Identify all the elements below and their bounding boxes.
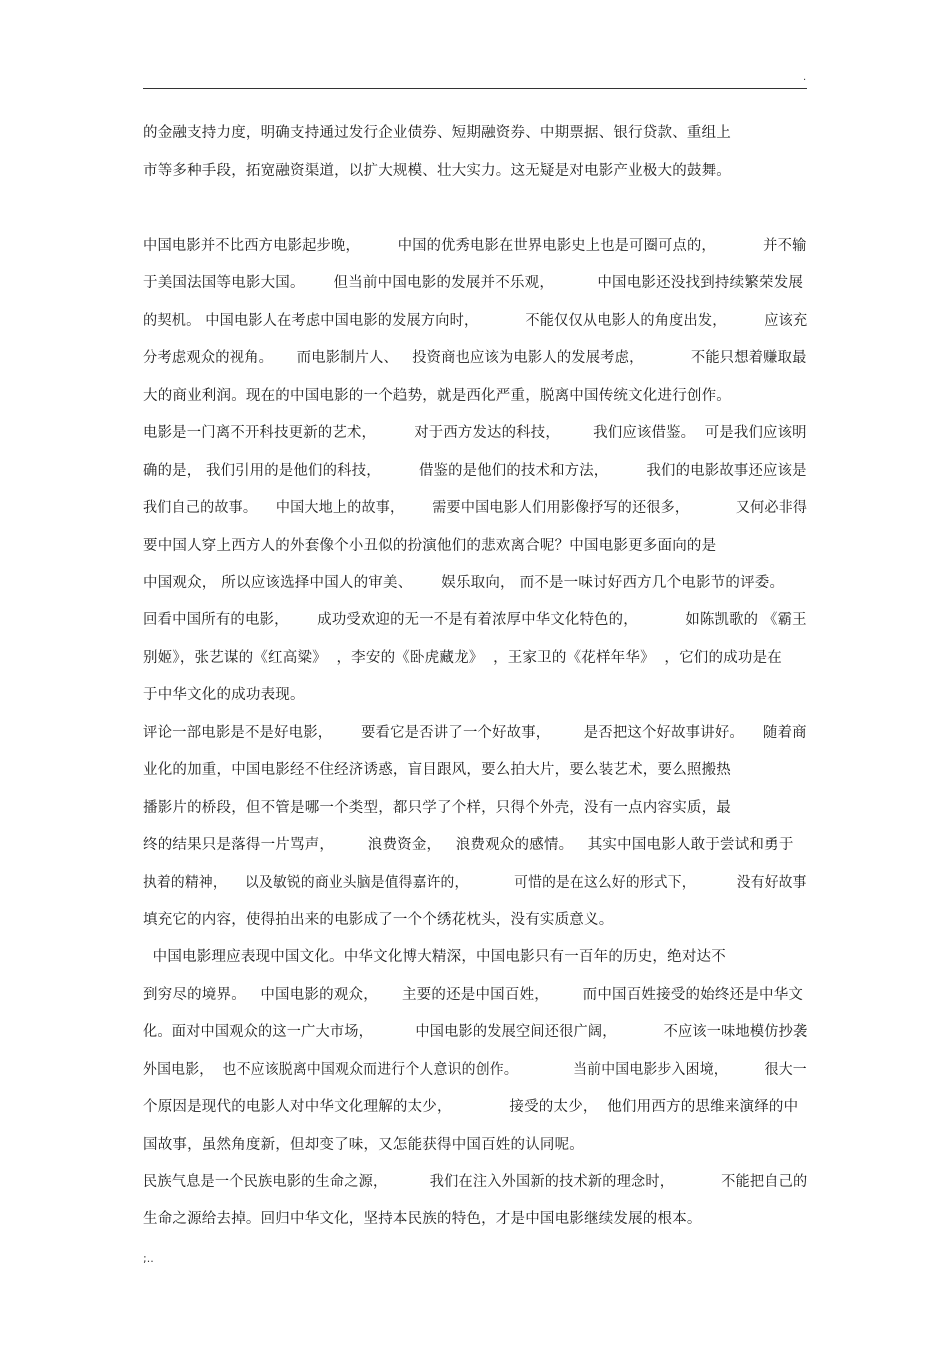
text-line: 中国电影理应表现中国文化。中华文化博大精深，中国电影只有一百年的历史，绝对达不 bbox=[143, 949, 726, 965]
text-line: 大的商业利润。现在的中国电影的一个趋势，就是西化严重，脱离中国传统文化进行创作。 bbox=[143, 388, 731, 404]
text-line: 别姬》，张艺谋的《红高粱》 ，李安的《卧虎藏龙》 ，王家卫的《花样年华》 ，它们的成功是在 bbox=[143, 650, 783, 666]
text-line: 评论一部电影是不是好电影， 要看它是否讲了一个好故事， 是否把这个好故事讲好。 随着商 bbox=[143, 725, 807, 741]
text-line: 的契机。 中国电影人在考虑中国电影的发展方向时， 不能仅仅从电影人的角度出发， 应该充 bbox=[143, 313, 808, 329]
text-line: 的金融支持力度，明确支持通过发行企业债券、短期融资券、中期票据、银行贷款、重组上 bbox=[143, 125, 731, 141]
text-line: 中国电影并不比西方电影起步晚， 中国的优秀电影在世界电影史上也是可圈可点的， 并不输 bbox=[143, 238, 807, 254]
text-line: 分考虑观众的视角。 而电影制片人、 投资商也应该为电影人的发展考虑， 不能只想着赚取最 bbox=[143, 350, 807, 366]
text-line: 于中华文化的成功表现。 bbox=[143, 687, 305, 703]
footer-mark: ;.. bbox=[143, 1252, 154, 1265]
text-line: 民族气息是一个民族电影的生命之源， 我们在注入外国新的技术新的理念时， 不能把自己的 bbox=[143, 1174, 808, 1190]
text-line: 确的是， 我们引用的是他们的科技， 借鉴的是他们的技术和方法， 我们的电影故事还应该是 bbox=[143, 463, 807, 479]
text-line: 执着的精神， 以及敏锐的商业头脑是值得嘉许的， 可惜的是在这么好的形式下， 没有好故事 bbox=[143, 875, 807, 891]
text-line: 终的结果只是落得一片骂声， 浪费资金， 浪费观众的感情。 其实中国电影人敢于尝试和勇于 bbox=[143, 837, 794, 853]
text-line: 要中国人穿上西方人的外套像个小丑似的扮演他们的悲欢离合呢？中国电影更多面向的是 bbox=[143, 538, 717, 554]
text-line: 到穷尽的境界。 中国电影的观众， 主要的还是中国百姓， 而中国百姓接受的始终还是中华文 bbox=[143, 987, 804, 1003]
text-line: 生命之源给去掉。回归中华文化，坚持本民族的特色，才是中国电影继续发展的根本。 bbox=[143, 1211, 702, 1227]
text-line: 业化的加重，中国电影经不住经济诱惑，盲目跟风，要么拍大片，要么装艺术，要么照搬热 bbox=[143, 762, 731, 778]
text-line: 化。面对中国观众的这一广大市场， 中国电影的发展空间还很广阔， 不应该一味地模仿抄袭 bbox=[143, 1024, 808, 1040]
text-line: 市等多种手段，拓宽融资渠道，以扩大规模、壮大实力。这无疑是对电影产业极大的鼓舞。 bbox=[143, 163, 731, 179]
text-line: 外国电影， 也不应该脱离中国观众而进行个人意识的创作。 当前中国电影步入困境， 很大一 bbox=[143, 1062, 807, 1078]
text-line: 国故事，虽然角度新，但却变了味，又怎能获得中国百姓的认同呢。 bbox=[143, 1137, 584, 1153]
text-line: 中国观众， 所以应该选择中国人的审美、 娱乐取向， 而不是一味讨好西方几个电影节的评委。 bbox=[143, 575, 785, 591]
header-rule bbox=[143, 88, 807, 89]
text-line: 我们自己的故事。 中国大地上的故事， 需要中国电影人们用影像抒写的还很多， 又何必非得 bbox=[143, 500, 808, 516]
text-line: 播影片的桥段，但不管是哪一个类型，都只学了个样，只得个外壳，没有一点内容实质，最 bbox=[143, 800, 731, 816]
text-line: 于美国法国等电影大国。 但当前中国电影的发展并不乐观， 中国电影还没找到持续繁荣发展 bbox=[143, 275, 804, 291]
header-mark: . bbox=[803, 72, 807, 83]
text-line: 填充它的内容，使得拍出来的电影成了一个个绣花枕头，没有实质意义。 bbox=[143, 912, 614, 928]
text-line: 回看中国所有的电影， 成功受欢迎的无一不是有着浓厚中华文化特色的， 如陈凯歌的 《霸王 bbox=[143, 612, 807, 628]
text-line: 个原因是现代的电影人对中华文化理解的太少， 接受的太少， 他们用西方的思维来演绎的中 bbox=[143, 1099, 799, 1115]
text-line: 电影是一门离不开科技更新的艺术， 对于西方发达的科技， 我们应该借鉴。 可是我们应该明 bbox=[143, 425, 807, 441]
